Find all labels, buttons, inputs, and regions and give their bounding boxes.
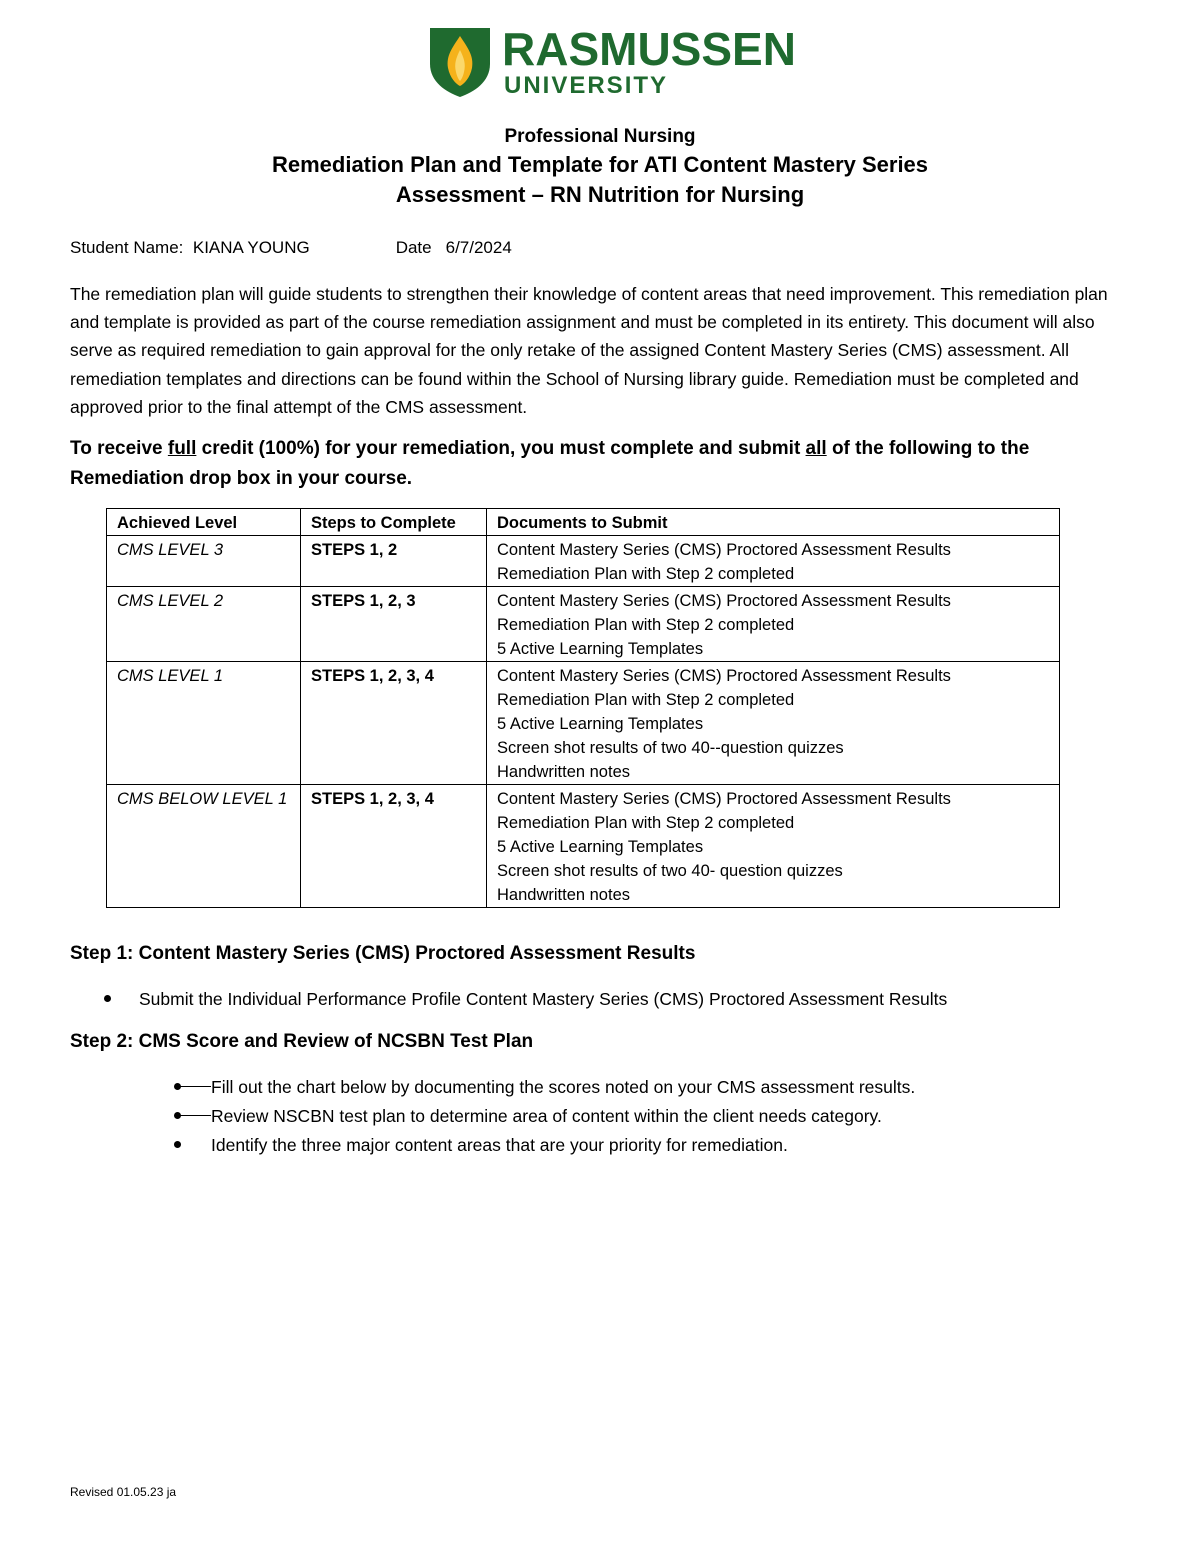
level-cell: CMS BELOW LEVEL 1	[107, 785, 301, 908]
step2-heading: Step 2: CMS Score and Review of NCSBN Test Plan	[70, 1031, 534, 1052]
title-line-3: Assessment – RN Nutrition for Nursing	[395, 182, 805, 207]
list-item	[174, 1131, 915, 1160]
table-row	[107, 662, 1060, 785]
revision-footer: Revised 01.05.23 ja	[70, 1485, 177, 1499]
bullet-icon	[174, 1141, 181, 1148]
date-label: Date	[395, 238, 432, 257]
steps-cell: STEPS 1, 2, 3, 4	[301, 785, 487, 908]
document-item: Handwritten notes	[497, 763, 630, 781]
documents-cell	[487, 587, 1060, 662]
intro-paragraph	[70, 280, 1130, 421]
document-item: 5 Active Learning Templates	[497, 715, 704, 733]
document-item: 5 Active Learning Templates	[497, 640, 704, 658]
document-item: Remediation Plan with Step 2 completed	[497, 565, 795, 583]
credit-emphasis-all: all	[805, 438, 827, 459]
document-item: Remediation Plan with Step 2 completed	[497, 691, 795, 709]
document-item: Content Mastery Series (CMS) Proctored Assessment Results	[497, 592, 951, 610]
bullet-icon	[174, 1112, 211, 1119]
step1-bullet	[104, 986, 947, 1012]
steps-cell: STEPS 1, 2	[301, 536, 487, 587]
title-line-1: Professional Nursing	[504, 126, 696, 147]
requirements-table	[106, 508, 1060, 908]
document-item: Screen shot results of two 40--question quizzes	[497, 739, 844, 757]
credit-text-3: of the following to the Remediation drop box in your course.	[70, 438, 1030, 489]
step2-bullets	[174, 1073, 915, 1160]
table-header-row	[107, 509, 1060, 536]
step1-bullet-text: Submit the Individual Performance Profile Content Mastery Series (CMS) Proctored Assessment Results	[139, 989, 948, 1009]
steps-cell: STEPS 1, 2, 3, 4	[301, 662, 487, 785]
document-item: Content Mastery Series (CMS) Proctored Assessment Results	[497, 790, 951, 808]
list-item-text: Fill out the chart below by documenting the scores noted on your CMS assessment results.	[211, 1077, 916, 1097]
title-line-2: Remediation Plan and Template for ATI Content Mastery Series	[271, 152, 929, 177]
documents-cell	[487, 662, 1060, 785]
document-item: Remediation Plan with Step 2 completed	[497, 814, 795, 832]
student-name-value: KIANA YOUNG	[192, 238, 310, 257]
document-item: Remediation Plan with Step 2 completed	[497, 616, 795, 634]
header-documents: Documents to Submit	[487, 509, 1060, 536]
table-row	[107, 785, 1060, 908]
documents-cell	[487, 536, 1060, 587]
flame-shield-icon	[428, 24, 492, 98]
level-cell: CMS LEVEL 3	[107, 536, 301, 587]
student-name-label: Student Name:	[70, 238, 184, 257]
bullet-icon	[174, 1083, 211, 1090]
rasmussen-logo	[428, 23, 796, 100]
documents-cell	[487, 785, 1060, 908]
student-info	[70, 236, 512, 260]
document-item: Content Mastery Series (CMS) Proctored Assessment Results	[497, 667, 951, 685]
table-body	[107, 536, 1060, 908]
bullet-icon	[104, 995, 111, 1002]
credit-text-2: credit (100%) for your remediation, you must complete and submit	[196, 438, 806, 459]
document-item: Handwritten notes	[497, 886, 630, 904]
header-steps: Steps to Complete	[301, 509, 487, 536]
document-item: Screen shot results of two 40- question quizzes	[497, 862, 843, 880]
logo-subtitle: UNIVERSITY	[504, 72, 669, 99]
credit-text-1: To receive	[70, 438, 168, 459]
header-achieved-level: Achieved Level	[107, 509, 301, 536]
list-item-text: Review NSCBN test plan to determine area of content within the client needs category.	[211, 1106, 882, 1126]
logo-wordmark: RASMUSSEN	[502, 23, 796, 75]
list-item	[174, 1073, 915, 1102]
step1-heading: Step 1: Content Mastery Series (CMS) Proctored Assessment Results	[70, 943, 696, 964]
list-item-text: Identify the three major content areas that are your priority for remediation.	[211, 1135, 788, 1155]
document-item: Content Mastery Series (CMS) Proctored Assessment Results	[497, 541, 951, 559]
date-value: 6/7/2024	[445, 238, 512, 257]
credit-statement	[70, 434, 1130, 494]
intro-text: The remediation plan will guide students to strengthen their knowledge of content areas that need improvement. This remediation plan and template is provided as part of the course remediation assignment and must be completed in its entirety. This document will also serve as required remediation to gain approval for the only retake of the assigned Content Mastery Series (CMS) assessment. All remediation templates and directions can be found within the School of Nursing library guide. Remediation must be completed and approved prior to the final attempt of the CMS assessment.	[70, 284, 1108, 417]
table-row	[107, 587, 1060, 662]
level-cell: CMS LEVEL 1	[107, 662, 301, 785]
list-item	[174, 1102, 915, 1131]
document-title	[0, 124, 1200, 210]
steps-cell: STEPS 1, 2, 3	[301, 587, 487, 662]
document-item: 5 Active Learning Templates	[497, 838, 704, 856]
level-cell: CMS LEVEL 2	[107, 587, 301, 662]
credit-emphasis-full: full	[167, 438, 197, 459]
table-row	[107, 536, 1060, 587]
